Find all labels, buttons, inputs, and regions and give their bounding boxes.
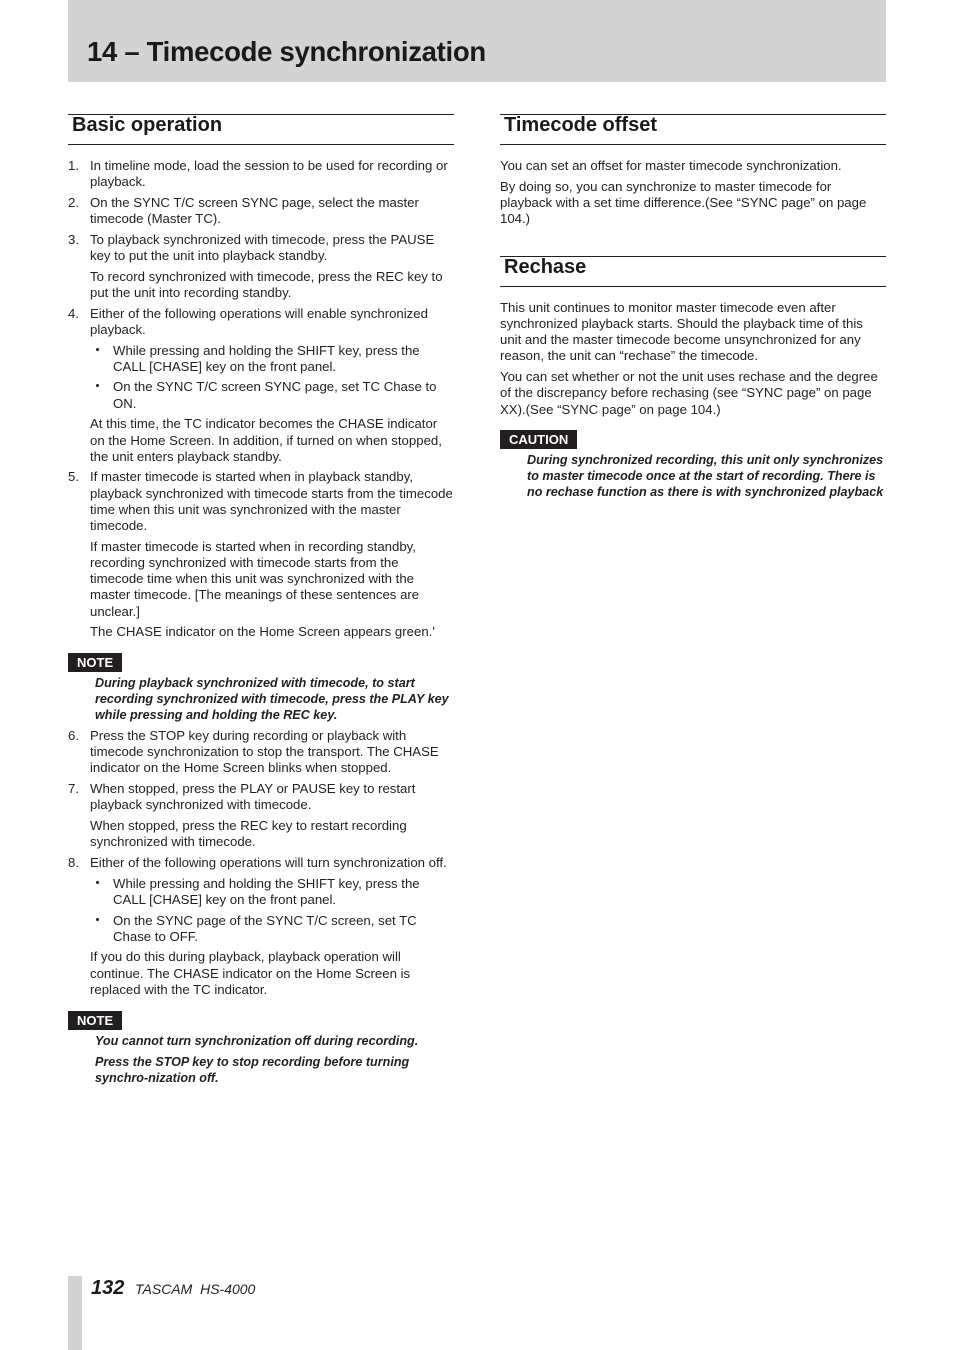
step-number: 8. — [68, 854, 79, 870]
step-number: 6. — [68, 727, 79, 743]
step-text: In timeline mode, load the session to be used for recording or playback. — [90, 158, 448, 190]
note-text: During playback synchronized with timecode, to start recording synchronized with timecode, press the PLAY key while pressing and holding the REC key. — [95, 675, 449, 722]
bullet-dot-icon — [96, 384, 99, 387]
step-2 — [68, 195, 454, 227]
note-text: Press the STOP key to stop recording before turning synchro-nization off. — [95, 1054, 410, 1085]
step-number: 2. — [68, 194, 79, 210]
note-body — [68, 675, 454, 723]
bullet-item — [90, 343, 454, 375]
bullet-text: On the SYNC page of the SYNC T/C screen, set TC Chase to OFF. — [113, 912, 417, 944]
footer-bar — [68, 1276, 82, 1350]
bullet-list — [90, 343, 454, 412]
step-8 — [68, 855, 454, 998]
section-title: Rechase — [504, 255, 587, 278]
left-column — [68, 114, 454, 1091]
section-header-basic-operation — [68, 114, 454, 145]
step-text: Either of the following operations will enable synchronized playback. — [90, 305, 428, 337]
paragraph: By doing so, you can synchronize to master timecode for playback with a set time difference.(See “SYNC page” on page 104.) — [500, 178, 867, 227]
paragraph: You can set an offset for master timecode synchronization. — [500, 158, 842, 173]
step-text-after: At this time, the TC indicator becomes the CHASE indicator on the Home Screen. In addition, if turned on when stopped, the unit enters playback standby. — [90, 416, 442, 464]
paragraph: You can set whether or not the unit uses rechase and the degree of the discrepancy before rechasing (see “SYNC page” on page XX).(See “SYNC page” on page 104.) — [500, 369, 878, 417]
bullet-dot-icon — [96, 348, 99, 351]
step-4 — [68, 306, 454, 465]
step-text: To playback synchronized with timecode, press the PAUSE key to put the unit into playback standby. — [90, 231, 435, 264]
caution-body — [500, 452, 886, 500]
bullet-item — [90, 379, 454, 411]
bullet-item — [90, 913, 454, 945]
step-text-after: If you do this during playback, playback operation will continue. The CHASE indicator on the Home Screen is replaced with the TC indicator. — [90, 949, 411, 997]
step-1 — [68, 158, 454, 190]
caution-label: CAUTION — [500, 430, 577, 449]
bullet-dot-icon — [96, 881, 99, 884]
section-title: Timecode offset — [504, 114, 657, 136]
step-text: Press the STOP key during recording or playback with timecode synchronization to stop the transport. The CHASE indicator on the Home Screen blinks when stopped. — [90, 727, 439, 776]
step-text-extra: The CHASE indicator on the Home Screen appears green.' — [90, 624, 435, 640]
step-5 — [68, 469, 454, 640]
bullet-list — [90, 876, 454, 945]
bullet-text: On the SYNC T/C screen SYNC page, set TC Chase to ON. — [113, 379, 437, 411]
step-7 — [68, 781, 454, 850]
chapter-title: 14 – Timecode synchronization — [87, 36, 486, 67]
step-text-extra: When stopped, press the REC key to restart recording synchronized with timecode. — [90, 818, 407, 850]
right-column — [500, 114, 886, 505]
step-text: On the SYNC T/C screen SYNC page, select the master timecode (Master TC). — [90, 194, 419, 227]
section-header-timecode-offset — [500, 114, 886, 145]
page-number: 132 — [91, 1277, 125, 1299]
note-label: NOTE — [68, 653, 122, 672]
step-3 — [68, 232, 454, 301]
step-text: If master timecode is started when in playback standby, playback synchronized with timecode starts from the timecode time when this unit was synchronized with the master timecode. — [90, 469, 453, 534]
bullet-text: While pressing and holding the SHIFT key, press the CALL [CHASE] key on the front panel. — [113, 342, 420, 374]
note-label: NOTE — [68, 1011, 122, 1030]
note-body — [68, 1033, 454, 1086]
step-number: 1. — [68, 158, 79, 173]
step-text-extra: If master timecode is started when in recording standby, recording synchronized with timecode starts from the timecode time when this unit was synchronized with the master timecode. [The meanings of these sentences are unclear.] — [90, 538, 420, 619]
paragraph: This unit continues to monitor master timecode even after synchronized playback starts. Should the playback time of this unit and the master timecode become unsynchronized for any reason, the unit can “rechase” the timecode. — [500, 299, 863, 364]
bullet-text: While pressing and holding the SHIFT key, press the CALL [CHASE] key on the front panel. — [113, 875, 420, 907]
step-text: When stopped, press the PLAY or PAUSE key to restart playback synchronized with timecode. — [90, 781, 416, 813]
section-header-rechase — [500, 256, 886, 287]
bullet-dot-icon — [96, 918, 99, 921]
caution-text: During synchronized recording, this unit only synchronizes to master timecode once at the start of recording. There is no rechase function as there is with synchronized playback — [527, 453, 884, 500]
step-text-extra: To record synchronized with timecode, press the REC key to put the unit into recording standby. — [90, 268, 443, 300]
step-number: 3. — [68, 231, 79, 247]
section-spacer — [500, 232, 886, 256]
note-text: You cannot turn synchronization off during recording. — [95, 1033, 419, 1048]
step-text: Either of the following operations will turn synchronization off. — [90, 854, 447, 870]
step-number: 4. — [68, 305, 79, 321]
footer-brand: TASCAM HS-4000 — [135, 1281, 256, 1297]
section-title: Basic operation — [72, 114, 223, 136]
step-number: 7. — [68, 781, 79, 797]
step-6 — [68, 728, 454, 777]
step-number: 5. — [68, 469, 79, 485]
bullet-item — [90, 876, 454, 908]
